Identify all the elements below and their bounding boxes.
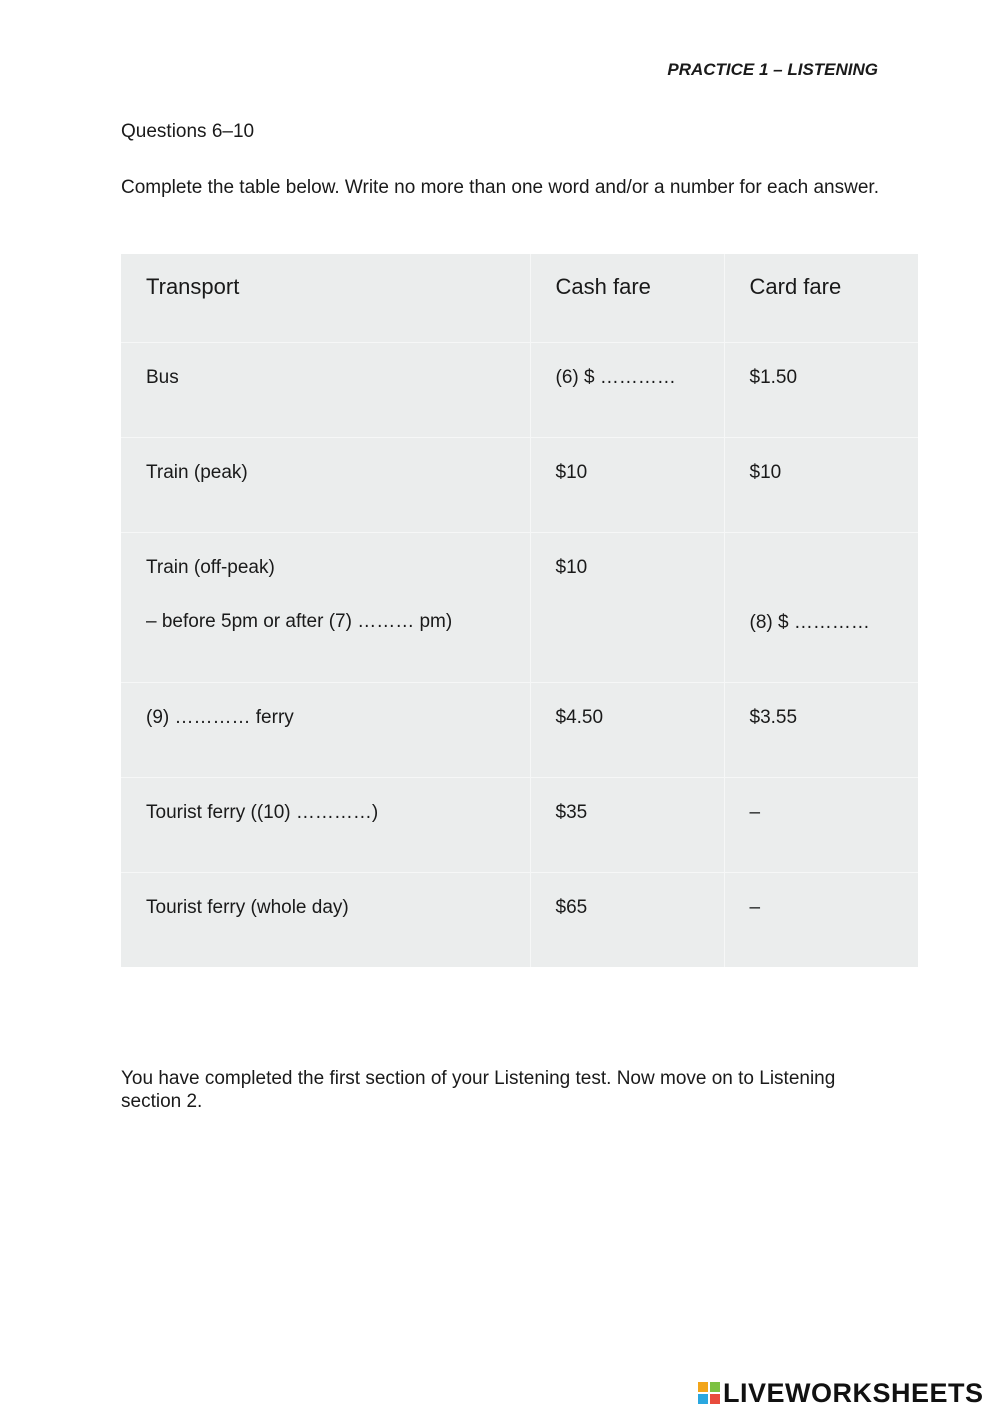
- footer-text: You have completed the first section of your Listening test. Now move on to Listening section 2.: [121, 1068, 836, 1112]
- table-row: [121, 532, 918, 682]
- table-row: [121, 682, 918, 777]
- transport-cell: Tourist ferry (whole day): [121, 872, 530, 967]
- cash-fare-cell: $10: [530, 532, 724, 682]
- cash-fare-cell: $10: [530, 437, 724, 532]
- page-header: PRACTICE 1 – LISTENING: [667, 60, 878, 79]
- table-row: [121, 342, 918, 437]
- cash-fare-cell: $4.50: [530, 682, 724, 777]
- logo-square: [710, 1382, 720, 1392]
- card-fare-cell: –: [724, 777, 918, 872]
- cash-fare-cell: $35: [530, 777, 724, 872]
- instructions-text: Complete the table below. Write no more than one word and/or a number for each answer.: [121, 177, 879, 198]
- transport-cell: Train (peak): [121, 437, 530, 532]
- card-fare-cell: $3.55: [724, 682, 918, 777]
- transport-sublabel[interactable]: – before 5pm or after (7) ……… pm): [146, 610, 453, 632]
- header-transport: Transport: [146, 274, 240, 299]
- card-fare-cell: [724, 532, 918, 682]
- transport-cell[interactable]: (9) ………… ferry: [121, 682, 530, 777]
- fares-table: [121, 254, 918, 967]
- card-fare-cell: $1.50: [724, 342, 918, 437]
- transport-cell: Bus: [121, 342, 530, 437]
- table-row: [121, 872, 918, 967]
- card-fare-cell: $10: [724, 437, 918, 532]
- logo-square: [698, 1382, 708, 1392]
- header-cash-fare: Cash fare: [530, 254, 724, 342]
- logo-text: LIVEWORKSHEETS: [723, 1377, 984, 1408]
- liveworksheets-logo: [698, 1378, 984, 1408]
- liveworksheets-logo-icon: [698, 1382, 720, 1404]
- header-card-fare: Card fare: [724, 254, 918, 342]
- table-row: [121, 777, 918, 872]
- cash-fare-cell: $65: [530, 872, 724, 967]
- transport-cell: [121, 532, 530, 682]
- transport-cell[interactable]: Tourist ferry ((10) …………): [121, 777, 530, 872]
- table-header-row: [121, 254, 918, 342]
- table-row: [121, 437, 918, 532]
- transport-label: Train (off-peak): [146, 556, 275, 578]
- card-fare-answer[interactable]: (8) $ …………: [749, 611, 870, 633]
- logo-square: [710, 1394, 720, 1404]
- logo-square: [698, 1394, 708, 1404]
- card-fare-cell: –: [724, 872, 918, 967]
- cash-fare-cell[interactable]: (6) $ …………: [530, 342, 724, 437]
- questions-label: Questions 6–10: [121, 121, 255, 142]
